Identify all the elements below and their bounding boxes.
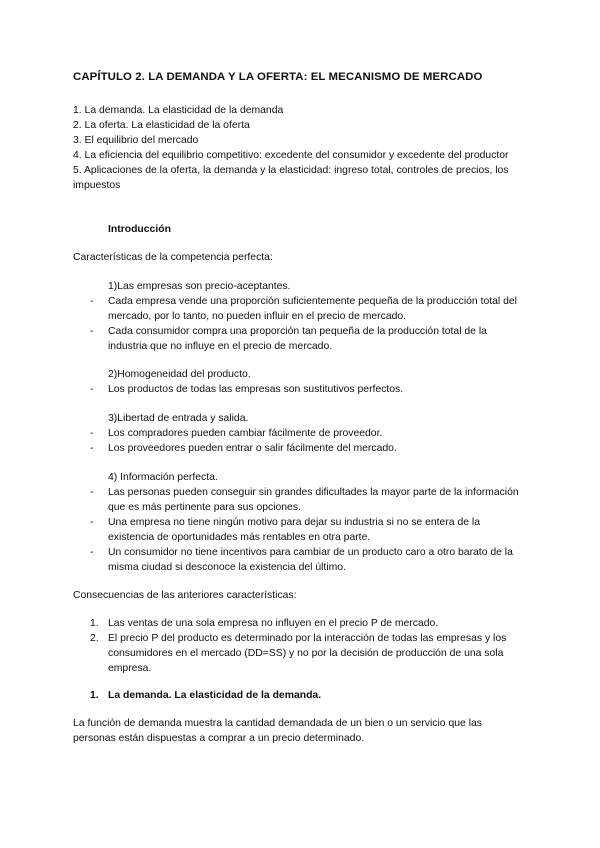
list-item: - Un consumidor no tiene incentivos para cambiar de un producto caro a otro barato de la misma ciudad si desconoce la existencia del último.: [90, 547, 513, 573]
group-heading-perfect-information: 4) Información perfecta.: [108, 472, 218, 483]
group-list-free-entry: [90, 426, 520, 456]
group-list-price-takers: [90, 294, 520, 354]
table-of-contents: [73, 103, 513, 193]
group-heading-price-takers: 1)Las empresas son precio-aceptantes.: [108, 281, 291, 292]
group-list-homogeneity: [90, 382, 520, 397]
toc-item: 1. La demanda. La elasticidad de la demanda: [73, 105, 284, 116]
list-item: - Cada empresa vende una proporción suficientemente pequeña de la producción total del mercado, por lo tanto, no pueden influir en el precio de mercado.: [90, 296, 517, 322]
list-item: - Cada consumidor compra una proporción tan pequeña de la producción total de la industria que no influye en el precio de mercado.: [90, 326, 487, 352]
list-item: 1. Las ventas de una sola empresa no influyen en el precio P de mercado.: [90, 618, 439, 629]
list-item: - Una empresa no tiene ningún motivo para dejar su industria si no se entera de la existencia de oportunidades más rentables en otra parte.: [90, 517, 480, 543]
section-heading: 1. La demanda. La elasticidad de la demanda.: [90, 690, 322, 701]
introduction-heading: Introducción: [108, 224, 171, 235]
chapter-title: CAPÍTULO 2. LA DEMANDA Y LA OFERTA: EL MECANISMO DE MERCADO: [73, 71, 483, 83]
demand-definition-paragraph: La función de demanda muestra la cantidad demandada de un bien o un servicio que las personas están dispuestas a comprar a un precio determinado.: [73, 718, 482, 744]
toc-item: 4. La eficiencia del equilibrio competitivo: excedente del consumidor y excedente del productor: [73, 150, 509, 161]
toc-item: 2. La oferta. La elasticidad de la oferta: [73, 120, 250, 131]
group-heading-homogeneity: 2)Homogeneidad del producto.: [108, 369, 251, 380]
group-list-perfect-information: [90, 485, 520, 575]
list-item: - Los compradores pueden cambiar fácilmente de proveedor.: [90, 428, 383, 439]
list-item: - Los proveedores pueden entrar o salir fácilmente del mercado.: [90, 443, 397, 454]
list-item: - Los productos de todas las empresas son sustitutivos perfectos.: [90, 384, 404, 395]
group-heading-free-entry: 3)Libertad de entrada y salida.: [108, 413, 249, 424]
consequences-intro: Consecuencias de las anteriores características:: [73, 590, 297, 601]
toc-item: 3. El equilibrio del mercado: [73, 135, 199, 146]
toc-item: 5. Aplicaciones de la oferta, la demanda y la elasticidad: ingreso total, controles de precios, los impuestos: [73, 165, 509, 191]
consequences-list: [90, 616, 520, 676]
list-item: 2. El precio P del producto es determinado por la interacción de todas las empresas y los consumidores en el mercado (DD=SS) y no por la decisión de producción de una sola empresa.: [90, 633, 507, 674]
characteristics-intro: Características de la competencia perfecta:: [73, 252, 273, 263]
list-item: - Las personas pueden conseguir sin grandes dificultades la mayor parte de la información que es más pertinente para sus opciones.: [90, 487, 519, 513]
